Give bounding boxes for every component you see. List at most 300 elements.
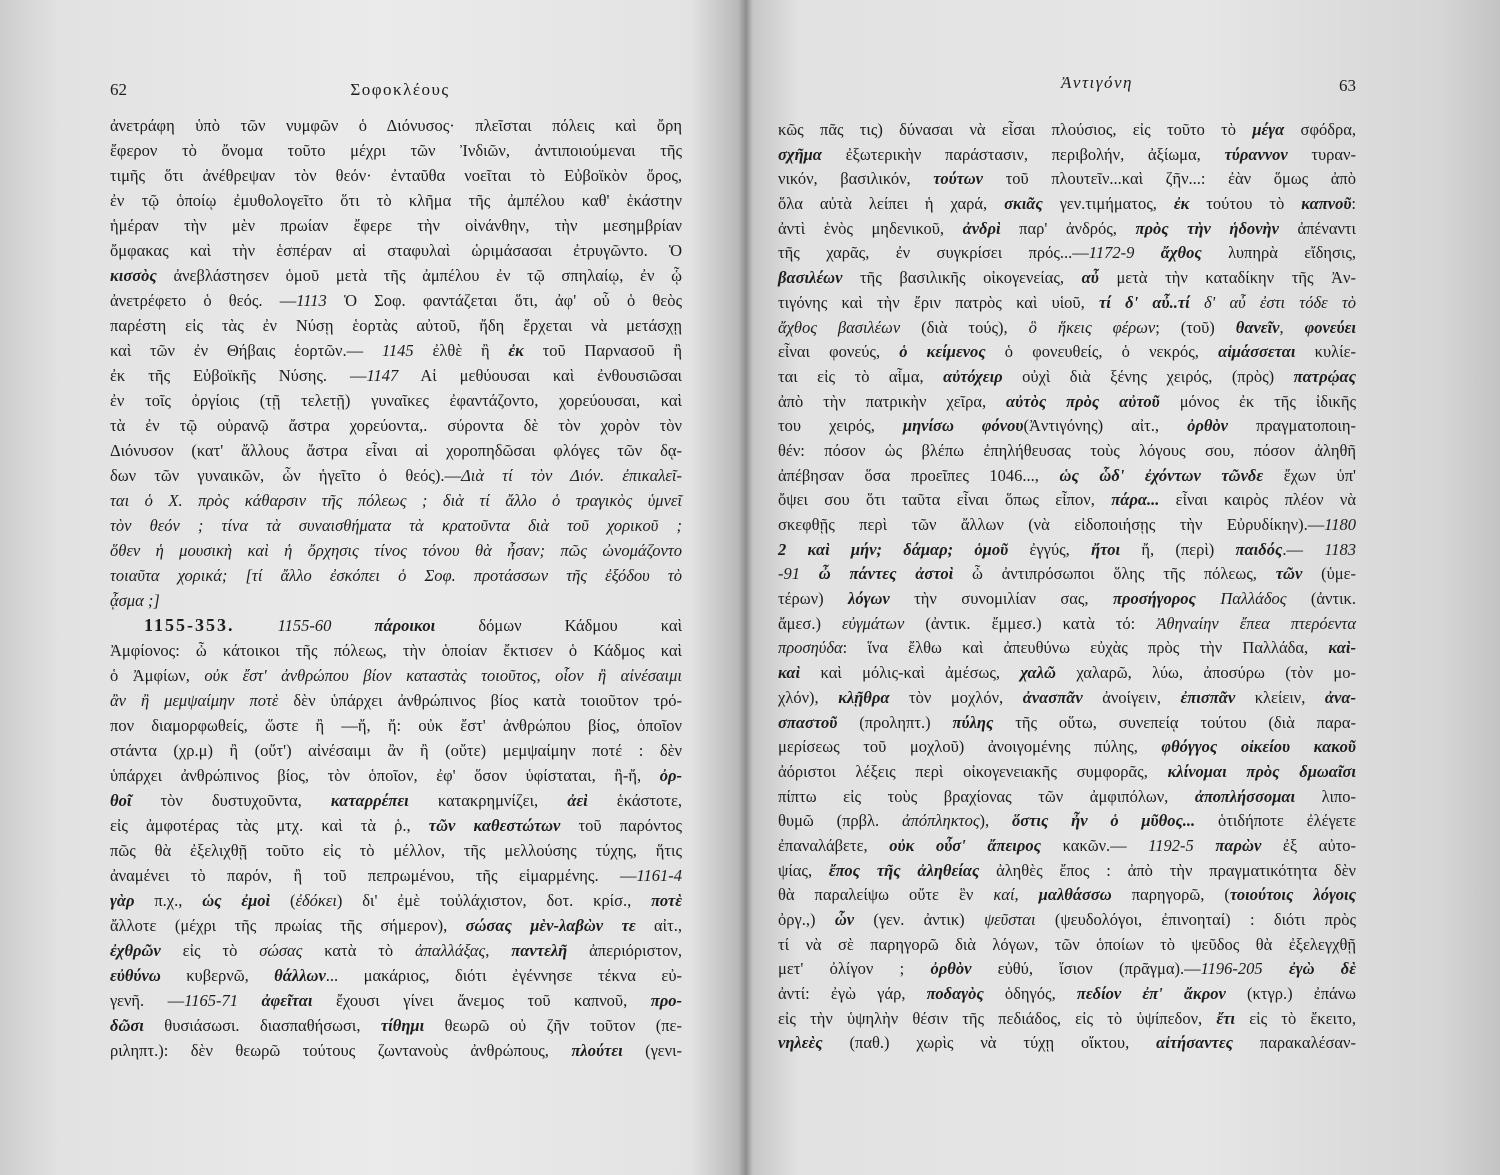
bold-term: τῶν <box>1275 564 1303 584</box>
bold-term: ἔτι <box>1216 1008 1236 1028</box>
text-run: π.χ., <box>134 891 203 910</box>
bold-term: πύλης <box>952 712 994 732</box>
text-run: , <box>1014 885 1039 905</box>
text-run: Ἀμφίονος: ὦ κάτοικοι τῆς πόλεως, τὴν ὁποίαν ἔκτισεν ὁ Κάδμος καὶ <box>110 641 682 660</box>
bold-term: παρὼν <box>1215 835 1262 855</box>
text-line <box>110 963 682 988</box>
italic-term: 1161-4 <box>636 866 682 885</box>
bold-term: προσήγορος <box>1112 589 1196 609</box>
text-line <box>778 390 1356 415</box>
text-run: παρ' ἀνδρός, <box>1000 218 1136 238</box>
text-run: ἄμεσ.) <box>778 613 842 633</box>
bold-term: φονεύει <box>1304 317 1356 337</box>
italic-term: -91 <box>778 564 800 584</box>
text-run: ἐν τῷ ὁποίῳ ἐμυθολογεῖτο ὅτι τὸ κλῆμα τῆς ἀμπέλου καθ' ἑκάστην <box>110 191 682 210</box>
bold-term: πάρα... <box>1111 490 1160 510</box>
text-line <box>778 513 1356 538</box>
bold-term: σκιᾶς <box>1004 194 1043 214</box>
italic-term: 1172-9 <box>1088 243 1135 263</box>
text-run: ἀνετρέφετο ὁ θεός. — <box>110 291 297 310</box>
bold-term: αὐτόχειρ <box>943 366 1003 386</box>
text-run: στάντα (χρ.μ) ἢ (οὔτ') αἰνέσαιμι ἂν ἢ (οὔτε) μεμψαίμην ποτέ : δὲν <box>110 741 682 760</box>
text-run: (ἀντικ. ἔμμεσ.) κατὰ τό: <box>904 613 1157 633</box>
text-run: ὄψει σου ὅτι ταῦτα εἶναι ὅπως εἶπον, <box>778 490 1112 510</box>
text-run: ἐκ τῆς Εὐβοϊκῆς Νύσης. — <box>110 366 367 385</box>
text-run: ἀπέβησαν ὅσα προεῖπες 1046..., <box>778 465 1060 485</box>
italic-term: τὸν θεόν ; τίνα τὰ συναισθήματα τὰ κρατοῦντα διὰ τοῦ χορικοῦ ; <box>110 516 682 535</box>
text-run: εἶναι φονεύς, <box>778 342 900 362</box>
italic-term: ἄχθος βασιλέων <box>778 317 901 337</box>
text-run: μόνος ἐκ τῆς ἰδικῆς <box>1159 391 1356 411</box>
text-run: κατὰ τὸ <box>302 941 415 960</box>
text-run: ὁ Ἀμφίων, <box>110 666 205 685</box>
text-line <box>778 291 1356 316</box>
bold-term: ἐκ <box>1173 194 1190 214</box>
bold-term: καταρρέπει <box>330 791 409 810</box>
text-line <box>778 612 1356 637</box>
bold-term: ἀποπλήσσομαι <box>1194 786 1296 806</box>
text-run: παρακαλέσαν- <box>1233 1033 1357 1053</box>
text-run: : ἵνα ἔλθω καὶ ἀπευθύνω εὐχὰς πρὸς τὴν Παλλάδα, <box>842 638 1329 658</box>
bold-term: θοῖ <box>110 791 132 810</box>
text-run: ὑπάρχει ἀνθρώπινος βίος, τὸν ὁποῖον, ἐφ' ὅσον ὑφίσταται, ἢ-ἤ, <box>110 766 660 785</box>
text-run: ται εἰς τὸ αἷμα, <box>778 366 944 386</box>
text-line <box>778 933 1356 958</box>
text-line <box>778 1031 1356 1056</box>
text-run: ὄμφακας καὶ τὴν ἑσπέραν αἱ σταφυλαὶ ὡριμάσασαι ἐτρυγῶντο. Ὁ <box>110 241 682 260</box>
text-run: οὐχὶ διὰ ξένης χειρός, (πρὸς) <box>1002 366 1294 386</box>
text-run: ( <box>270 891 296 910</box>
text-run: Διόνυσον (κατ' ἄλλους ἄστρα εἶναι αἱ χοροπηδῶσαι φλόγες τῶν δᾳ- <box>110 441 682 460</box>
text-run: ἔχων ὑπ' <box>1263 465 1356 485</box>
text-run: γεν.τιμήματος, <box>1042 194 1174 214</box>
text-line <box>110 413 682 438</box>
running-head: Σοφοκλέους <box>350 80 450 99</box>
bold-term: θανεῖν <box>1235 317 1280 337</box>
text-run: (παθ.) χωρὶς νὰ τύχῃ οἴκτου, <box>822 1033 1157 1053</box>
italic-term: ἀπόπληκτος <box>901 811 980 831</box>
text-run: κατακρημνίζει, <box>408 791 568 810</box>
text-line <box>110 888 682 913</box>
italic-term: οὐκ ἔστ' ἀνθρώπου βίον καταστὰς τοιοῦτος, οἷον ἢ αἰνέσαιμι <box>204 666 682 685</box>
text-line <box>110 713 682 738</box>
text-run <box>331 616 374 635</box>
text-run: κυβερνῶ, <box>160 966 275 985</box>
italic-term: Παλλάδος <box>1220 589 1287 609</box>
text-run: ὅλα αὐτὰ λείπει ἡ χαρά, <box>778 194 1005 214</box>
bold-term: τί δ' αὖ..τί <box>1098 292 1190 312</box>
italic-term: δ' αὖ ἐστι τόδε τὸ <box>1204 292 1357 312</box>
text-run: κῶς πᾶς τις) δύνασαι νὰ εἶσαι πλούσιος, εἰς τοῦτο τὸ <box>778 120 1253 139</box>
bold-term: αἰτήσαντες <box>1156 1033 1233 1053</box>
text-run: τὸν δυστυχοῦντα, <box>131 791 331 810</box>
bold-term: μηνίσω φόνου <box>902 416 1024 436</box>
text-run: λιπο- <box>1295 786 1356 806</box>
text-run: σκεφθῇς περὶ τῶν ἄλλων (νὰ εἰδοποιήσῃς τὴν Εὐρυδίκην).— <box>778 515 1325 534</box>
text-run: Ὁ Σοφ. φαντάζεται ὅτι, ἀφ' οὗ ὁ θεὸς <box>326 291 683 310</box>
text-line <box>110 1038 682 1063</box>
text-run: Αἱ μεθύουσαι καὶ ἐνθουσιῶσαι <box>398 366 682 385</box>
text-run: εἶναι καιρὸς πλέον νὰ <box>1159 490 1356 510</box>
text-run: ἐγγύς, <box>1008 539 1092 559</box>
italic-term: εὐγμάτων <box>841 613 905 633</box>
italic-term: 1192-5 <box>1148 835 1194 855</box>
text-run: καὶ τῶν ἐν Θήβαις ἑορτῶν.— <box>110 341 382 360</box>
italic-term: ἂν ἢ μεμψαίμην ποτὲ <box>110 691 279 710</box>
text-run: θυμῶ (πρβλ. <box>778 811 902 831</box>
bold-term: φθόγγος οἰκείου κακοῦ <box>1161 737 1356 757</box>
text-run: χαλαρῶ, λύω, ἀποσύρω (τὸν μο- <box>1055 663 1357 683</box>
text-run <box>238 991 262 1010</box>
text-run: λυπηρὰ εἴδησις, <box>1201 243 1357 263</box>
text-run: θέν: πόσον ὡς βλέπω ἐπηλήθευσας τοὺς λόγους σου, πόσον ἀληθῆ <box>778 440 1356 460</box>
bold-term: τίθημι <box>380 1016 425 1035</box>
bold-term: ὁ κείμενος <box>899 342 986 362</box>
text-line <box>110 988 682 1013</box>
bold-term: ποδαγὸς <box>926 984 984 1004</box>
italic-term: 1180 <box>1324 515 1356 534</box>
text-line <box>110 163 682 188</box>
bold-term: χαλῶ <box>1020 663 1056 683</box>
italic-term: ἐδόκει <box>295 891 337 910</box>
italic-term: ψεῦσται <box>983 910 1036 929</box>
text-run: τοῦ παρόντος <box>560 816 683 835</box>
page-number: 62 <box>110 80 127 99</box>
bold-term: ὅστις ἦν ὁ μῦθος... <box>1011 811 1196 831</box>
text-line <box>110 788 682 813</box>
text-run: σφόδρα, <box>1284 120 1356 139</box>
text-line <box>778 538 1356 563</box>
text-run: ἀπὸ τὴν πατρικὴν χεῖρα, <box>778 391 1007 411</box>
text-line <box>778 636 1356 661</box>
text-run: ... μακάριος, διότι ἐγέννησε τέκνα εὐ- <box>325 966 682 985</box>
text-line <box>110 488 682 513</box>
bold-term: αὐτὸς πρὸς αὐτοῦ <box>1006 391 1160 411</box>
text-run: (γενι- <box>622 1041 682 1060</box>
text-line <box>110 738 682 763</box>
text-line <box>778 488 1356 513</box>
text-run: ἀνοίγειν, <box>1082 687 1181 707</box>
bold-term: γὰρ <box>110 891 135 910</box>
italic-term: ᾆσμα ;] <box>110 591 160 610</box>
text-line <box>110 638 682 663</box>
text-run: ἀπέναντι <box>1278 218 1356 238</box>
bold-term: πατρῴας <box>1293 366 1356 386</box>
italic-term: τοιαῦτα χορικά; [τί ἄλλο ἐσκόπει ὁ Σοφ. προτάσσων τῆς ἐξόδου τὸ <box>110 566 682 585</box>
bold-term: καὶ- <box>1328 638 1356 658</box>
text-line <box>110 838 682 863</box>
text-line <box>110 288 682 313</box>
italic-term: ὅθεν ἡ μουσικὴ καὶ ἡ ὄρχησις τίνος τόνου θὰ ἦσαν; πῶς ὠνομάζοντο <box>110 541 682 560</box>
text-line <box>110 313 682 338</box>
text-line <box>110 863 682 888</box>
text-line <box>110 338 682 363</box>
bold-term: παντελῆ <box>511 941 568 960</box>
bold-term: ἀφεῖται <box>261 991 313 1010</box>
text-run: (διὰ τούς), <box>900 317 1029 337</box>
text-run: πον διαμορφωθείς, ὥστε ἢ —ἤ, ἤ: οὐκ ἔστ' ἀνθρώπου βίος, ὁποῖον <box>110 716 682 735</box>
text-run: ὀργ.,) <box>778 910 835 929</box>
bold-term: πλούτει <box>571 1041 623 1060</box>
text-line <box>110 388 682 413</box>
text-run: ἀντί: ἐγὼ γάρ, <box>778 984 927 1004</box>
text-line <box>110 563 682 588</box>
bold-term: ἐκ <box>508 341 524 360</box>
text-run: ἀόριστοι λέξεις περὶ οἰκογενειακῆς συμφορᾶς, <box>778 761 1168 781</box>
bold-term: πεδίον ἐπ' ἄκρον <box>1076 984 1226 1004</box>
text-run: ὁδηγός, <box>983 984 1077 1004</box>
text-line <box>778 711 1356 736</box>
text-line <box>778 118 1356 143</box>
text-line <box>110 813 682 838</box>
page-body-text <box>110 113 682 1063</box>
text-run: ἄλλοτε (μέχρι τῆς πρωίας τῆς σήμερον), <box>110 916 466 935</box>
italic-term: καί <box>993 885 1015 905</box>
section-heading: 1155-353. <box>144 615 235 635</box>
text-line <box>110 238 682 263</box>
bold-term: ἔπος τῆς ἀληθείας <box>828 860 980 880</box>
text-run: τῆς χαρᾶς, ἐν συγκρίσει πρός...— <box>778 243 1089 263</box>
bold-term: ὧν <box>834 910 855 929</box>
bold-term: τύραννον <box>1224 144 1288 164</box>
text-line <box>778 982 1356 1007</box>
text-line <box>110 763 682 788</box>
text-line <box>778 464 1356 489</box>
text-line <box>110 213 682 238</box>
text-run: , <box>485 941 512 960</box>
text-run: τὸν μοχλόν, <box>889 687 1023 707</box>
text-run: κλείειν, <box>1235 687 1325 707</box>
italic-term: ται ὁ Χ. πρὸς κάθαρσιν τῆς πόλεως ; διὰ τί ἄλλο ὁ τραγικὸς ὑμνεῖ <box>110 491 682 510</box>
text-line <box>778 192 1356 217</box>
text-run: ἀντὶ ἑνὸς μηδενικοῦ, <box>778 218 963 238</box>
bold-term: ὀρ- <box>659 766 682 785</box>
text-line <box>778 834 1356 859</box>
italic-term: Διὰ τί τὸν Διόν. ἐπικαλεῖ- <box>461 466 682 485</box>
text-run: ριληπτ.): δὲν θεωρῶ τούτους ζωντανοὺς ἀνθρώπους, <box>110 1041 572 1060</box>
text-run: (γεν. ἀντικ) <box>854 910 984 929</box>
text-run <box>1263 959 1289 978</box>
bold-term: ἐχθρῶν <box>110 941 161 960</box>
bold-term: ἀνδρὶ <box>962 218 1001 238</box>
text-run: δόμων Κάδμου καὶ <box>435 616 683 635</box>
italic-term: 1155-60 <box>277 616 332 635</box>
text-line <box>110 1013 682 1038</box>
text-run <box>235 616 278 635</box>
text-run: ὁ φονευθείς, ὁ νεκρός, <box>985 342 1219 362</box>
left-page <box>0 0 745 1175</box>
text-line <box>778 241 1356 266</box>
bold-term: καπνοῦ <box>1301 194 1352 214</box>
bold-term: τῶν καθεστώτων <box>428 816 561 835</box>
italic-term: ἀπαλλάξας <box>414 941 486 960</box>
text-run: χλόν), <box>778 687 839 707</box>
text-line <box>110 613 682 638</box>
bold-term: κισσὸς <box>110 266 157 285</box>
italic-term: 1145 <box>381 341 414 360</box>
text-line <box>778 735 1356 760</box>
text-run: τούτου τὸ <box>1189 194 1302 214</box>
bold-term: πάροικοι <box>374 616 436 635</box>
text-run: ἔχουσι γίνει ἄνεμος τοῦ καπνοῦ, <box>312 991 651 1010</box>
bold-term: βασιλέων <box>778 268 843 288</box>
bold-term: ἐπισπᾶν <box>1180 687 1236 707</box>
bold-term: ἐγὼ δὲ <box>1288 959 1356 979</box>
text-run <box>1196 589 1220 608</box>
text-run: ; (τοῦ) <box>1155 317 1236 337</box>
bold-term: μαλθάσσω <box>1038 885 1112 905</box>
text-run: εὐθύ, ἴσιον (πρᾶγμα).— <box>971 959 1201 979</box>
italic-term: 1147 <box>366 366 399 385</box>
text-line <box>110 363 682 388</box>
text-run: ἀναμένει τὸ παρόν, ἢ τοῦ πεπρωμένου, τῆς εἱμαρμένης. — <box>110 866 637 885</box>
bold-term: σώσας μὲν-λαβὼν τε <box>465 916 636 935</box>
text-run: κακῶν.— <box>1040 835 1149 855</box>
text-run: θεωρῶ οὐ ζῆν τοῦτον (πε- <box>424 1016 682 1035</box>
text-line <box>110 688 682 713</box>
text-run: θυσιάσωσι. διασπαθήσωσι, <box>143 1016 381 1035</box>
text-line <box>778 143 1356 168</box>
text-run: τέρων) <box>778 589 849 609</box>
text-line <box>778 365 1356 390</box>
text-run: εἰς τὸ <box>160 941 260 960</box>
text-line <box>778 266 1356 291</box>
text-run: πῶς θὰ ἐξελιχθῇ τοῦτο εἰς τὸ μέλλον, τῆς μελλούσης τύχης, ἥτις <box>110 841 682 860</box>
text-run: αἰτ., <box>635 916 682 935</box>
text-line <box>110 513 682 538</box>
text-run: ), <box>979 811 1012 831</box>
text-run: ἔφερον τὸ ὄνομα τοῦτο μέχρι τῶν Ἰνδιῶν, ἀντιποιούμεναι τῆς <box>110 141 682 160</box>
text-line <box>778 439 1356 464</box>
bold-term: ὦ πάντες ἀστοὶ <box>818 564 954 584</box>
bold-term: οὐκ οὖσ' ἄπειρος <box>889 835 1041 855</box>
text-run: (κτγρ.) ἐπάνω <box>1225 984 1357 1004</box>
text-run: παρηγορῶ, ( <box>1111 885 1230 905</box>
bold-term: ἀεὶ <box>567 791 588 810</box>
text-line <box>778 686 1356 711</box>
text-line <box>778 859 1356 884</box>
text-run: ἐξωτερικὴν παράστασιν, περιβολήν, ἀξίωμα, <box>821 144 1225 164</box>
text-run: ἡμέραν τὴν μὲν πρωίαν ἔφερε τὴν οἰνάνθην, τὴν μεσημβρίαν <box>110 216 682 235</box>
text-run: νικόν, βασιλικόν, <box>778 169 934 189</box>
text-run: ἐξ αὐτο- <box>1261 835 1357 855</box>
text-line <box>778 957 1356 982</box>
bold-term: αἱμάσσεται <box>1218 342 1296 362</box>
text-run <box>1194 836 1216 855</box>
text-line <box>778 883 1356 908</box>
italic-term: 1196-205 <box>1200 959 1263 979</box>
text-run: πραγματοποιη- <box>1227 416 1356 436</box>
text-run <box>800 564 819 583</box>
text-run: ἀνετράφη ὑπὸ τῶν νυμφῶν ὁ Διόνυσος· πλεῖσται πόλεις καὶ ὄρη <box>110 116 682 135</box>
text-run: τοῦ πλουτεῖν...καὶ ζῆν...: ἐὰν ὅμως ἀπὸ <box>983 169 1356 189</box>
bold-term: καὶ <box>778 663 801 683</box>
bold-term: λόγων <box>848 589 890 609</box>
bold-term: παιδός <box>1235 539 1283 559</box>
text-run: ψίας, <box>778 860 829 880</box>
text-run: (Ἀντιγόνης) αἰτ., <box>1023 416 1188 436</box>
text-run: ὁτιδήποτε ἐλέγετε <box>1195 811 1357 831</box>
text-line <box>778 908 1356 933</box>
text-run: ἐπαναλάβετε, <box>778 835 890 855</box>
text-run: τοῦ Παρνασοῦ ἢ <box>523 341 683 360</box>
text-run: παρέστη εἰς τὰς ἐν Νύσῃ ἑορτὰς αὐτοῦ, ἤδη ἔρχεται νὰ μετάσχῃ <box>110 316 682 335</box>
text-line <box>778 587 1356 612</box>
text-line <box>778 167 1356 192</box>
bold-term: κλῇθρα <box>838 687 890 707</box>
text-line <box>778 217 1356 242</box>
bold-term: δῶσι <box>110 1016 144 1035</box>
text-run: θὰ παραλείψω οὔτε ἓν <box>778 885 994 905</box>
text-run: του χειρός, <box>778 416 903 436</box>
text-line <box>110 663 682 688</box>
bold-term: ὡς ἐμοὶ <box>202 891 271 910</box>
text-line <box>110 113 682 138</box>
text-run: τυραν- <box>1287 144 1356 164</box>
bold-term: ποτὲ <box>651 891 682 910</box>
text-run: δων τῶν γυναικῶν, ὧν ἡγεῖτο ὁ θεός).— <box>110 466 462 485</box>
text-line <box>110 463 682 488</box>
text-run: ἀπεριόριστον, <box>567 941 682 960</box>
text-line <box>778 760 1356 785</box>
text-line <box>778 661 1356 686</box>
text-run: (ὑμε- <box>1302 564 1357 584</box>
italic-term: 1113 <box>296 291 327 310</box>
bold-term: θάλλων <box>274 966 326 985</box>
text-run: καὶ μόλις-καὶ ἀμέσως, <box>800 663 1021 683</box>
text-run: (ἀντικ. <box>1286 589 1356 609</box>
text-run: εἰς ἀμφοτέρας τὰς μτχ. καὶ τὰ ῥ., <box>110 816 429 835</box>
bold-term: προ- <box>650 991 682 1010</box>
bold-term: ἤτοι <box>1091 539 1121 559</box>
text-line <box>778 562 1356 587</box>
text-run: μετὰ τὴν καταδίκην τῆς Ἀν- <box>1098 268 1356 288</box>
text-run <box>1134 243 1160 262</box>
text-run: .— <box>1282 539 1325 559</box>
page-number: 63 <box>1339 76 1356 95</box>
text-line <box>110 438 682 463</box>
bold-term: ὀρθὸν <box>930 959 972 979</box>
text-line <box>110 913 682 938</box>
bold-term: σχῆμα <box>778 144 822 164</box>
text-line <box>110 938 682 963</box>
bold-term: 2 καὶ μήν; δάμαρ; ὁμοῦ <box>778 539 1009 559</box>
italic-term: σώσας <box>259 941 303 960</box>
text-run: τῆς οὕτω, συνεπείᾳ τούτου (διὰ παρα- <box>993 712 1356 732</box>
italic-term: 1183 <box>1324 539 1357 559</box>
bold-term: εὐθύνω <box>110 966 161 985</box>
italic-term: 1165-71 <box>184 991 238 1010</box>
bold-term: ὀρθὸν <box>1187 416 1228 436</box>
text-line <box>110 588 682 613</box>
bold-term: σπαστοῦ <box>778 712 838 732</box>
bold-term: ἄχθος <box>1160 243 1202 263</box>
text-run: γενῆ. — <box>110 991 185 1010</box>
text-run <box>1190 293 1204 312</box>
text-line <box>110 188 682 213</box>
text-line <box>778 414 1356 439</box>
text-run: (προληπτ.) <box>837 712 953 732</box>
text-run: ἤ, (περὶ) <box>1120 539 1236 559</box>
text-line <box>778 340 1356 365</box>
running-head: Ἀντιγόνη <box>1061 73 1133 92</box>
bold-term: νηλεὲς <box>778 1033 823 1053</box>
text-run: , <box>1279 317 1305 337</box>
text-run: τὴν συνομιλίαν σας, <box>889 589 1113 609</box>
text-line <box>778 785 1356 810</box>
bold-term: ὡς ὧδ' ἐχόντων τῶνδε <box>1059 465 1264 485</box>
bold-term: τοιούτοις λόγοις <box>1229 885 1356 905</box>
